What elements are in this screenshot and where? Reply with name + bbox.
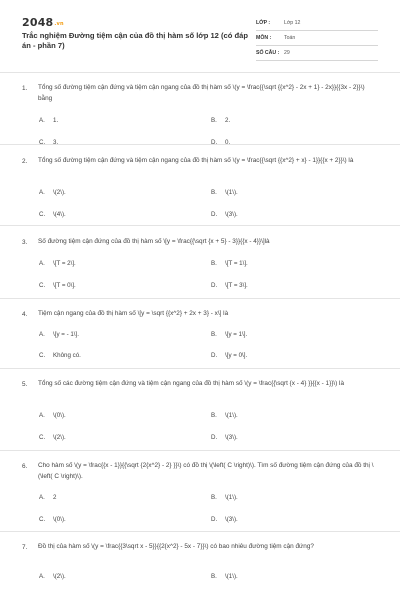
- option-a[interactable]: [39, 573, 66, 580]
- question-number: 5.: [22, 381, 28, 388]
- option-letter: A.: [39, 189, 45, 196]
- option-text: 3.: [53, 139, 59, 146]
- option-text: \(1\).: [225, 573, 238, 580]
- option-text: \[T = 1\].: [225, 260, 248, 267]
- meta-row-count: [256, 46, 378, 61]
- option-letter: A.: [39, 494, 45, 501]
- option-letter: C.: [39, 516, 46, 523]
- option-letter: D.: [211, 139, 218, 146]
- option-letter: D.: [211, 516, 218, 523]
- document-meta: [256, 16, 378, 61]
- option-letter: B.: [211, 117, 217, 124]
- option-letter: C.: [39, 282, 46, 289]
- option-letter: B.: [211, 189, 217, 196]
- option-b[interactable]: [211, 260, 248, 267]
- option-c[interactable]: [39, 211, 66, 218]
- option-text: Không có.: [53, 352, 81, 359]
- option-text: \[y = 1\].: [225, 331, 248, 338]
- option-b[interactable]: [211, 494, 238, 501]
- option-text: \(3\).: [225, 516, 238, 523]
- option-a[interactable]: [39, 331, 79, 338]
- option-text: \(2\).: [53, 573, 66, 580]
- logo-text: 2048: [22, 16, 54, 29]
- option-text: \[T = 0\].: [53, 282, 76, 289]
- question-item: [0, 531, 400, 600]
- option-text: \[T = 2\].: [53, 260, 76, 267]
- option-letter: A.: [39, 331, 45, 338]
- option-a[interactable]: [39, 260, 76, 267]
- option-letter: A.: [39, 117, 45, 124]
- question-text: Cho hàm số \(y = \frac{{x - 1}}{{\sqrt {2{x^2} - 2} }}\) có đồ thị \(\left( C \right)\). Tìm số đường tiệm cận đứng của đồ thị \(\left( C \right)\).: [38, 462, 374, 480]
- option-d[interactable]: [211, 516, 238, 523]
- question-item: [0, 144, 400, 225]
- document-title: Trắc nghiệm Đường tiệm cận của đồ thị hàm số lớp 12 (có đáp án - phần 7): [22, 31, 249, 50]
- option-a[interactable]: [39, 117, 58, 124]
- question-text: Tiệm cận ngang của đồ thị hàm số \[y = \sqrt {{x^2} + 2x + 3} - x\] là: [38, 310, 229, 317]
- option-letter: A.: [39, 573, 45, 580]
- site-logo[interactable]: [22, 16, 64, 29]
- meta-row-class: [256, 16, 378, 31]
- option-letter: A.: [39, 412, 45, 419]
- option-a[interactable]: [39, 412, 66, 419]
- option-b[interactable]: [211, 412, 238, 419]
- option-letter: B.: [211, 573, 217, 580]
- question-number: 6.: [22, 463, 28, 470]
- question-item: [0, 298, 400, 368]
- option-letter: D.: [211, 352, 218, 359]
- option-b[interactable]: [211, 573, 238, 580]
- question-item: [0, 72, 400, 144]
- option-d[interactable]: [211, 352, 247, 359]
- option-text: \(4\).: [53, 211, 66, 218]
- option-d[interactable]: [211, 211, 238, 218]
- question-list: [0, 72, 400, 600]
- option-letter: A.: [39, 260, 45, 267]
- option-letter: B.: [211, 331, 217, 338]
- option-letter: D.: [211, 211, 218, 218]
- option-letter: B.: [211, 260, 217, 267]
- option-a[interactable]: [39, 189, 66, 196]
- question-text: Đồ thị của hàm số \(y = \frac{{3\sqrt x - 5}}{{2{x^2} - 5x - 7}}\) có bao nhiêu đường tiệm cận đứng?: [38, 543, 314, 550]
- option-text: \(3\).: [225, 434, 238, 441]
- option-letter: C.: [39, 211, 46, 218]
- meta-value: Lớp 12: [284, 20, 301, 26]
- question-number: 1.: [22, 85, 28, 92]
- option-text: 1.: [53, 117, 59, 124]
- meta-value: Toán: [284, 35, 296, 41]
- option-text: \[y = - 1\].: [53, 331, 79, 338]
- option-c[interactable]: [39, 434, 66, 441]
- option-text: \[T = 3\].: [225, 282, 248, 289]
- question-number: 2.: [22, 158, 28, 165]
- question-number: 7.: [22, 544, 28, 551]
- option-letter: C.: [39, 352, 46, 359]
- option-letter: D.: [211, 282, 218, 289]
- question-item: [0, 450, 400, 531]
- option-b[interactable]: [211, 331, 247, 338]
- question-text: Tổng số đường tiệm cận đứng và tiệm cận ngang của đồ thị hàm số \(y = \frac{{\sqrt {{x^2} - 2x + 1} - 2x}}{{3x - 2}}\) bằng: [38, 84, 365, 102]
- question-item: [0, 225, 400, 298]
- option-a[interactable]: [39, 494, 56, 501]
- option-d[interactable]: [211, 282, 248, 289]
- option-text: \(1\).: [225, 189, 238, 196]
- option-text: \(1\).: [225, 412, 238, 419]
- option-b[interactable]: [211, 117, 230, 124]
- page-header: [0, 0, 400, 66]
- option-text: 0.: [225, 139, 231, 146]
- option-letter: C.: [39, 434, 46, 441]
- option-b[interactable]: [211, 189, 238, 196]
- option-letter: C.: [39, 139, 46, 146]
- meta-label: LỚP :: [256, 20, 271, 26]
- option-text: \(0\).: [53, 516, 66, 523]
- question-item: [0, 368, 400, 450]
- logo-suffix: .vn: [54, 21, 64, 27]
- question-number: 3.: [22, 239, 28, 246]
- option-c[interactable]: [39, 282, 76, 289]
- option-d[interactable]: [211, 434, 238, 441]
- option-text: 2.: [225, 117, 231, 124]
- option-letter: D.: [211, 434, 218, 441]
- meta-value: 29: [284, 50, 290, 56]
- question-text: Tổng số các đường tiệm cận đứng và tiệm cận ngang của đồ thị hàm số \(y = \frac{{\sqrt {x - 4} }}{{x - 1}}\) là: [38, 380, 345, 387]
- option-text: \[y = 0\].: [225, 352, 248, 359]
- option-c[interactable]: [39, 352, 81, 359]
- question-number: 4.: [22, 311, 28, 318]
- question-text: Số đường tiệm cận đứng của đồ thị hàm số \[y = \frac{{\sqrt {x + 5} - 3}}{{x - 4}}\]là: [38, 238, 270, 245]
- question-text: Tổng số đường tiệm cận đứng và tiệm cận ngang của đồ thị hàm số \(y = \frac{{\sqrt {{x^2} + x} - 1}}{{x + 2}}\) là: [38, 157, 354, 164]
- option-text: \(3\).: [225, 211, 238, 218]
- meta-row-subject: [256, 31, 378, 46]
- option-text: \(2\).: [53, 434, 66, 441]
- option-letter: B.: [211, 412, 217, 419]
- meta-label: MÔN :: [256, 35, 272, 41]
- option-letter: B.: [211, 494, 217, 501]
- option-text: \(1\).: [225, 494, 238, 501]
- option-text: 2: [53, 494, 57, 501]
- option-text: \(2\).: [53, 189, 66, 196]
- option-text: \(0\).: [53, 412, 66, 419]
- option-c[interactable]: [39, 516, 66, 523]
- meta-label: SỐ CÂU :: [256, 50, 280, 56]
